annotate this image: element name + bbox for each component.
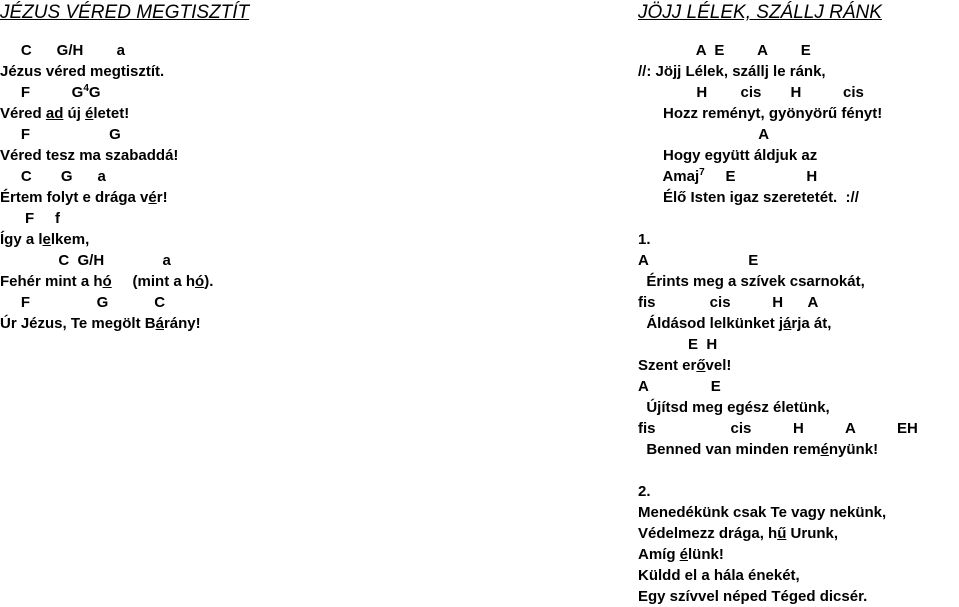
text-segment: Menedékünk csak Te vagy nekünk,: [638, 504, 887, 521]
left-song-body: [0, 40, 300, 334]
chord-line: A: [638, 126, 770, 143]
text-segment: Benned van minden rem: [638, 441, 821, 458]
chord-superscript: 7: [699, 167, 705, 178]
stressed-syllable: ó: [195, 273, 205, 290]
chord-superscript: 4: [83, 83, 89, 94]
lyric-line: [638, 313, 958, 334]
chord-line: C G/H a: [0, 252, 171, 269]
chord-line: F G C: [0, 294, 166, 311]
lyric-line: [0, 229, 300, 250]
lyric-line: [638, 586, 958, 607]
left-song-title: JÉZUS VÉRED MEGTISZTÍT: [0, 2, 250, 23]
lyric-line: [638, 271, 958, 292]
text-segment: E H: [704, 168, 818, 185]
chord-line: E H: [638, 336, 718, 353]
chord-line: A E: [638, 252, 759, 269]
text-segment: nyünk!: [828, 441, 879, 458]
stressed-syllable: é: [820, 441, 829, 458]
chord-line: fis cis H A EH: [638, 420, 918, 437]
chord-line: F G: [0, 126, 121, 143]
stressed-syllable: á: [155, 315, 164, 332]
text-segment: Hozz reményt, gyönyörű fényt!: [638, 105, 883, 122]
text-segment: Védelmezz drága, h: [638, 525, 778, 542]
text-segment: Amíg: [638, 546, 680, 563]
stanza-gap: [638, 460, 958, 481]
lyric-line: [0, 313, 300, 334]
text-segment: r!: [156, 189, 168, 206]
right-song-body: [638, 40, 958, 607]
text-segment: vel!: [705, 357, 732, 374]
stanza-gap: [638, 208, 958, 229]
text-segment: letet!: [93, 105, 130, 122]
chord-line: C G a: [0, 168, 106, 185]
right-song-title: JÖJJ LÉLEK, SZÁLLJ RÁNK: [638, 2, 882, 23]
stressed-syllable: é: [148, 189, 157, 206]
text-segment: Újítsd meg egész életünk,: [638, 399, 830, 416]
text-segment: Áldásod lelkünket: [638, 315, 779, 332]
lyric-line: [638, 145, 958, 166]
text-segment: rány!: [163, 315, 201, 332]
stressed-syllable: ű: [777, 525, 787, 542]
text-segment: Urunk,: [786, 525, 839, 542]
chord-line: [638, 166, 958, 187]
text-segment: új: [63, 105, 86, 122]
text-segment: Hogy együtt áldjuk az: [638, 147, 818, 164]
lyric-line: [638, 502, 958, 523]
stressed-syllable: e: [42, 231, 51, 248]
text-segment: rja át,: [791, 315, 832, 332]
text-segment: Élő Isten igaz szeretetét. ://: [638, 189, 859, 206]
text-segment: Jézus véred megtisztít.: [0, 63, 165, 80]
lyric-line: [0, 187, 300, 208]
text-segment: lünk!: [688, 546, 724, 563]
lyric-line: [638, 439, 958, 460]
lyric-line: [0, 61, 300, 82]
text-segment: G: [88, 84, 101, 101]
stressed-syllable: ő: [696, 357, 706, 374]
lyric-line: [638, 565, 958, 586]
chord-line: F f: [0, 210, 60, 227]
text-segment: Így a l: [0, 231, 43, 248]
text-segment: Értem folyt e drága v: [0, 189, 149, 206]
lyric-line: [638, 355, 958, 376]
verse-number: 1.: [638, 231, 651, 248]
stressed-syllable: é: [85, 105, 94, 122]
text-segment: Érints meg a szívek csarnokát,: [638, 273, 865, 290]
text-segment: Véred: [0, 105, 46, 122]
chord-line: [0, 82, 300, 103]
text-segment: Küldd el a hála énekét,: [638, 567, 800, 584]
lyric-line: [638, 103, 958, 124]
text-segment: //: Jöjj Lélek, szállj le ránk,: [638, 63, 826, 80]
lyric-line: [638, 61, 958, 82]
text-segment: (mint a h: [111, 273, 196, 290]
text-segment: lkem,: [50, 231, 90, 248]
lyric-line: [0, 103, 300, 124]
lyric-line: [0, 271, 300, 292]
chord-line: fis cis H A: [638, 294, 819, 311]
stressed-syllable: ad: [45, 105, 64, 122]
chord-line: C G/H a: [0, 42, 126, 59]
text-segment: ).: [204, 273, 214, 290]
chord-line: H cis H cis: [638, 84, 864, 101]
lyric-line: [638, 544, 958, 565]
text-segment: F G: [0, 84, 84, 101]
verse-number: 2.: [638, 483, 651, 500]
text-segment: Egy szívvel néped Téged dicsér.: [638, 588, 868, 605]
stressed-syllable: ó: [102, 273, 112, 290]
text-segment: Szent er: [638, 357, 697, 374]
stressed-syllable: já: [778, 315, 792, 332]
chord-line: A E: [638, 378, 721, 395]
chord-line: A E A E: [638, 42, 811, 59]
lyric-line: [638, 523, 958, 544]
lyric-line: [0, 145, 300, 166]
text-segment: Véred tesz ma szabaddá!: [0, 147, 179, 164]
lyric-line: [638, 187, 958, 208]
text-segment: Fehér mint a h: [0, 273, 103, 290]
text-segment: Amaj: [638, 168, 700, 185]
stressed-syllable: é: [679, 546, 689, 563]
lyric-line: [638, 397, 958, 418]
text-segment: Úr Jézus, Te megölt B: [0, 315, 156, 332]
